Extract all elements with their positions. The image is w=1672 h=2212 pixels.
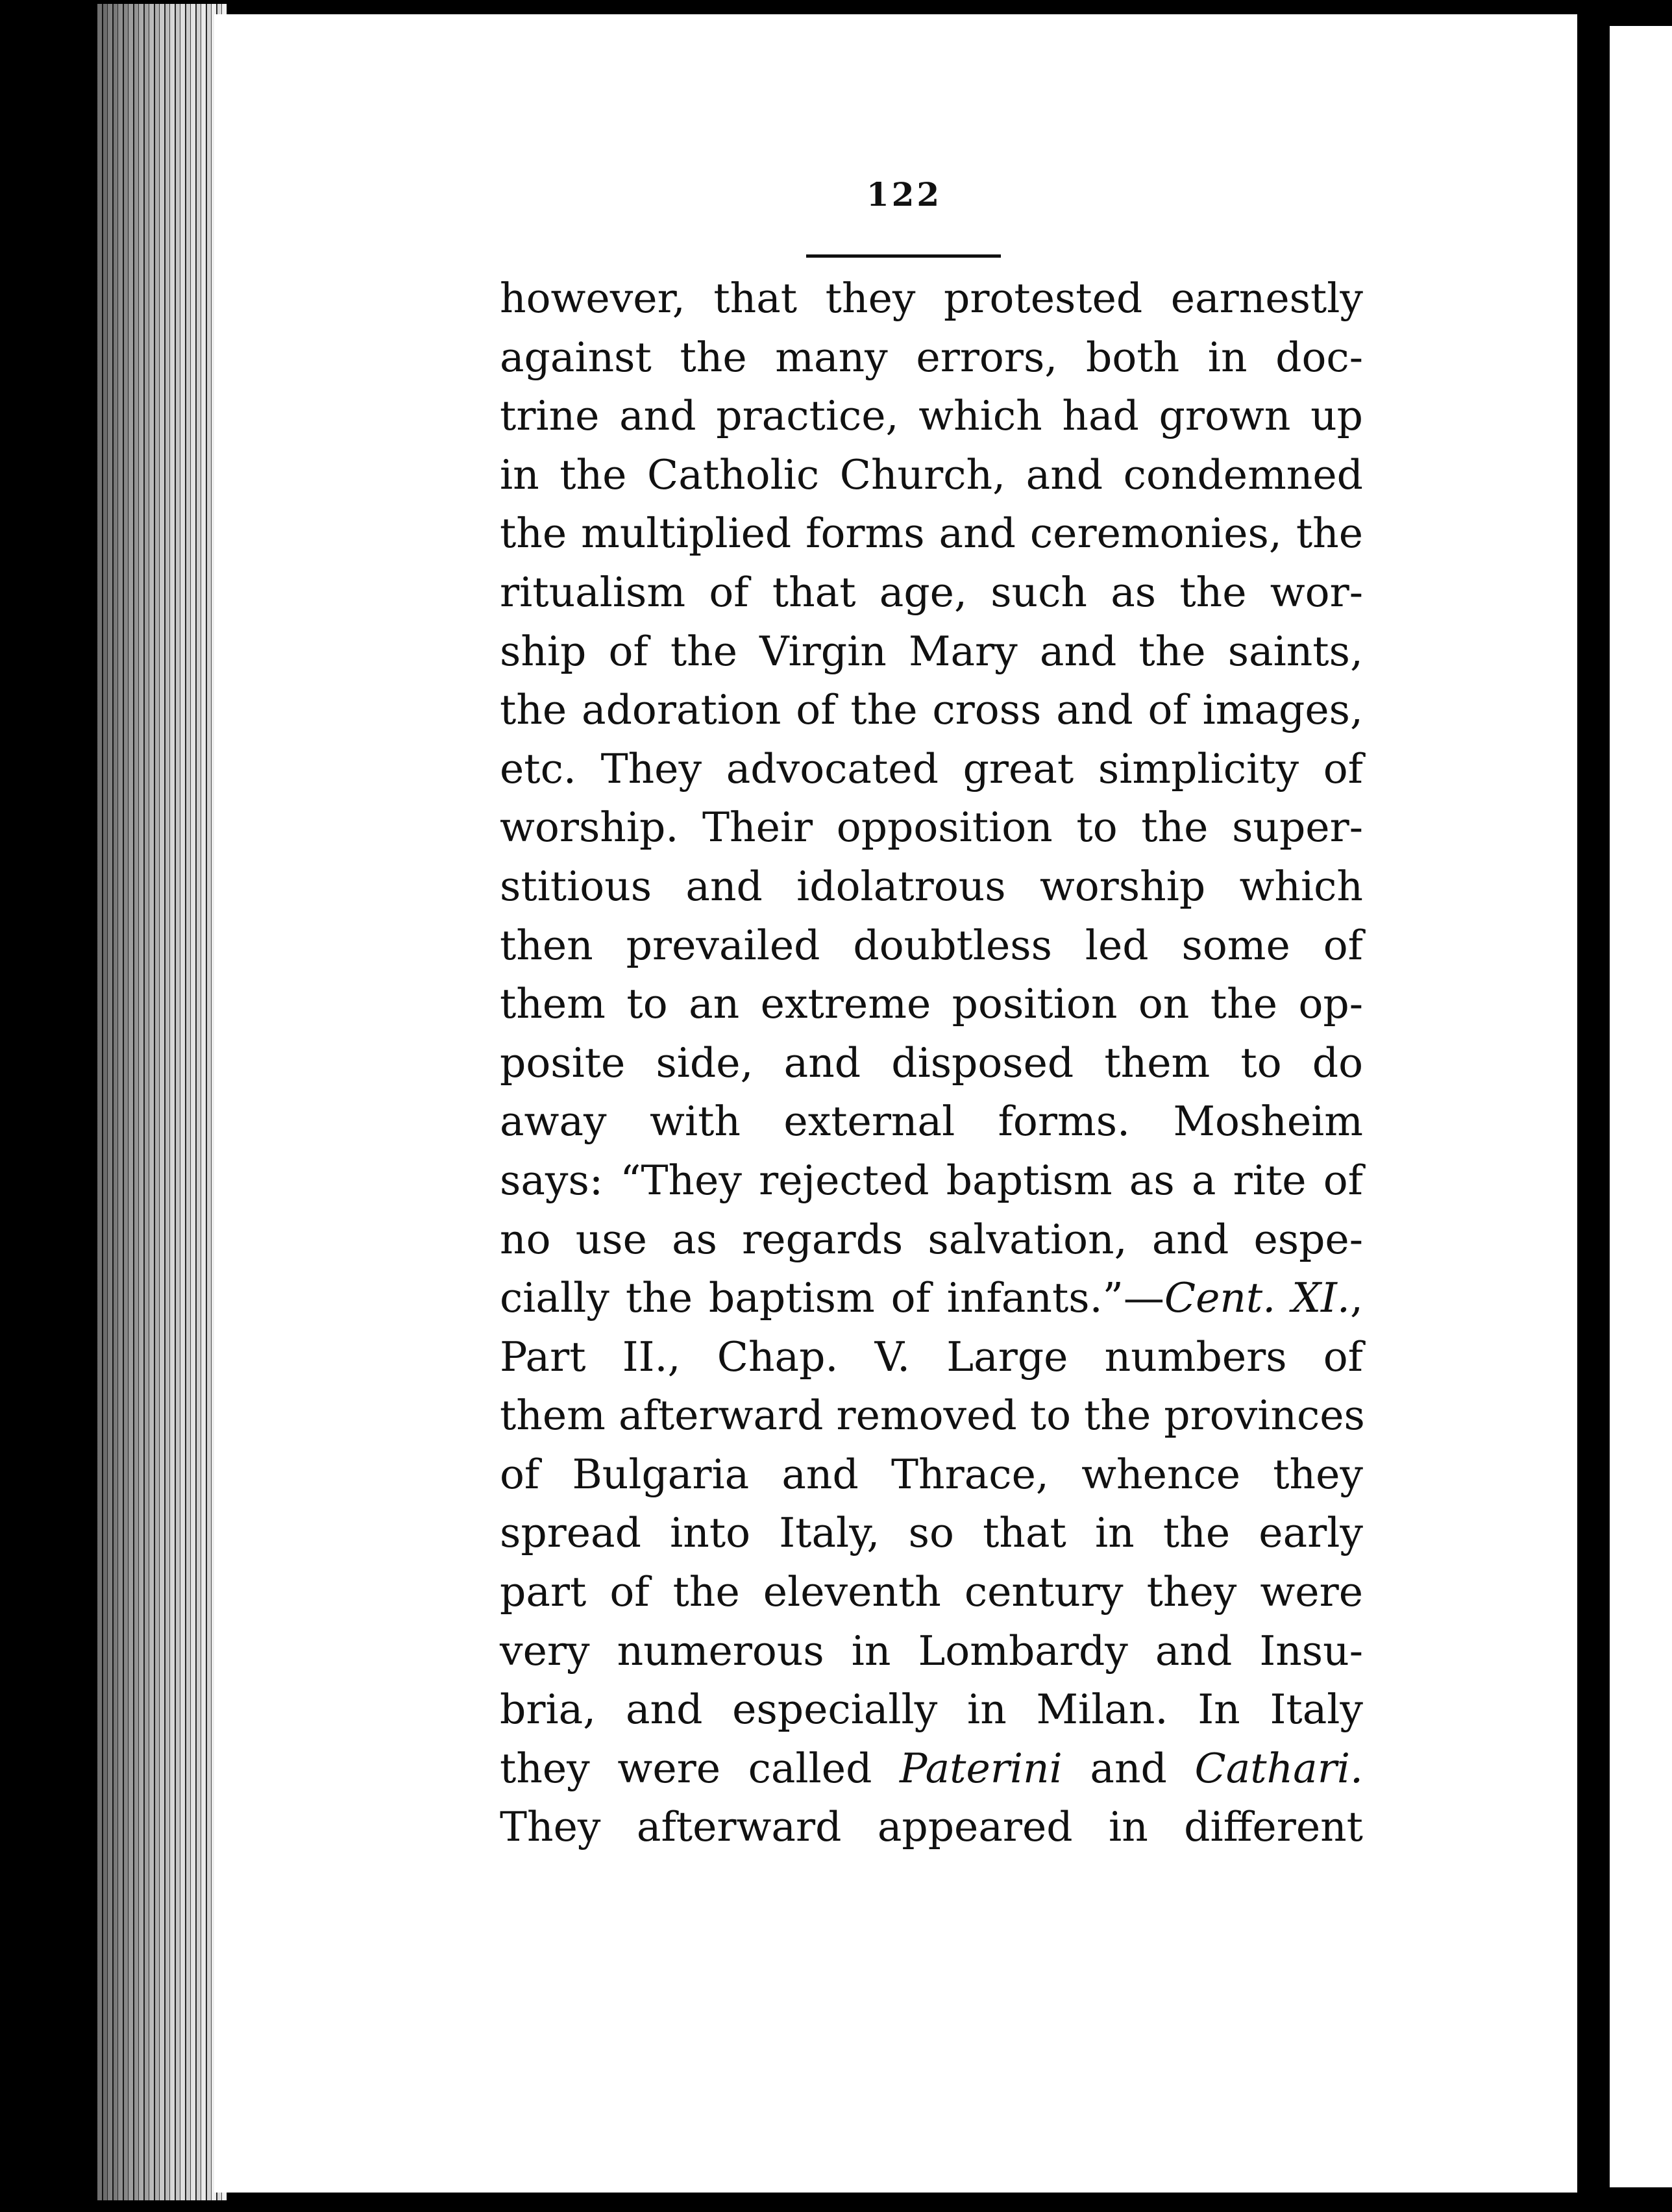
text-line: etc. They advocated great simplicity of <box>500 744 1363 793</box>
text-line: stitious and idolatrous worship which <box>500 862 1363 910</box>
text-line: in the Catholic Church, and condemned <box>500 450 1363 498</box>
name-cathari: Cathari. <box>1194 1744 1364 1792</box>
header-rule <box>806 254 1001 258</box>
text-line-citation <box>500 1269 1363 1328</box>
text-line: no use as regards salvation, and espe- <box>500 1215 1363 1263</box>
citation-lead: cially the baptism of infants.”— <box>500 1274 1164 1322</box>
text-line: of Bulgaria and Thrace, whence they <box>500 1450 1363 1498</box>
names-lead: they were called <box>500 1744 872 1792</box>
name-paterini: Paterini <box>900 1744 1063 1792</box>
text-line: ritualism of that age, such as the wor- <box>500 568 1363 616</box>
text-line: trine and practice, which had grown up <box>500 392 1363 440</box>
text-line: then prevailed doubtless led some of <box>500 921 1363 969</box>
text-line: ship of the Virgin Mary and the saints, <box>500 627 1363 675</box>
gutter <box>1577 0 1597 2212</box>
text-line: Part II., Chap. V. Large numbers of <box>500 1333 1363 1381</box>
names-and: and <box>1062 1744 1195 1792</box>
text-line: them to an extreme position on the op- <box>500 980 1363 1028</box>
text-line: the multiplied forms and ceremonies, the <box>500 510 1363 558</box>
text-line: worship. Their opposition to the super- <box>500 804 1363 852</box>
text-line: very numerous in Lombardy and Insu- <box>500 1627 1363 1675</box>
text-line: bria, and especially in Milan. In Italy <box>500 1686 1363 1734</box>
text-line: away with external forms. Mosheim <box>500 1098 1363 1146</box>
citation-tail: , <box>1349 1274 1363 1322</box>
text-line: spread into Italy, so that in the early <box>500 1509 1363 1557</box>
text-line: them afterward removed to the provinces <box>500 1392 1365 1440</box>
text-line: They afterward appeared in different <box>500 1803 1363 1851</box>
page-number: 122 <box>866 175 942 214</box>
citation-italic: Cent. XI. <box>1164 1274 1350 1322</box>
text-line: the adoration of the cross and of images, <box>500 686 1363 734</box>
text-line: part of the eleventh century they were <box>500 1568 1363 1616</box>
text-line: posite side, and disposed them to do <box>500 1038 1363 1087</box>
body-text <box>500 269 1363 1857</box>
binding-shadow <box>97 4 227 2200</box>
facing-page-edge <box>1610 26 1672 2187</box>
text-line: however, that they protested earnestly <box>500 275 1363 322</box>
text-line: says: “They rejected baptism as a rite of <box>500 1156 1363 1204</box>
text-line: against the many errors, both in doc- <box>500 333 1363 381</box>
text-line-names <box>500 1739 1363 1799</box>
